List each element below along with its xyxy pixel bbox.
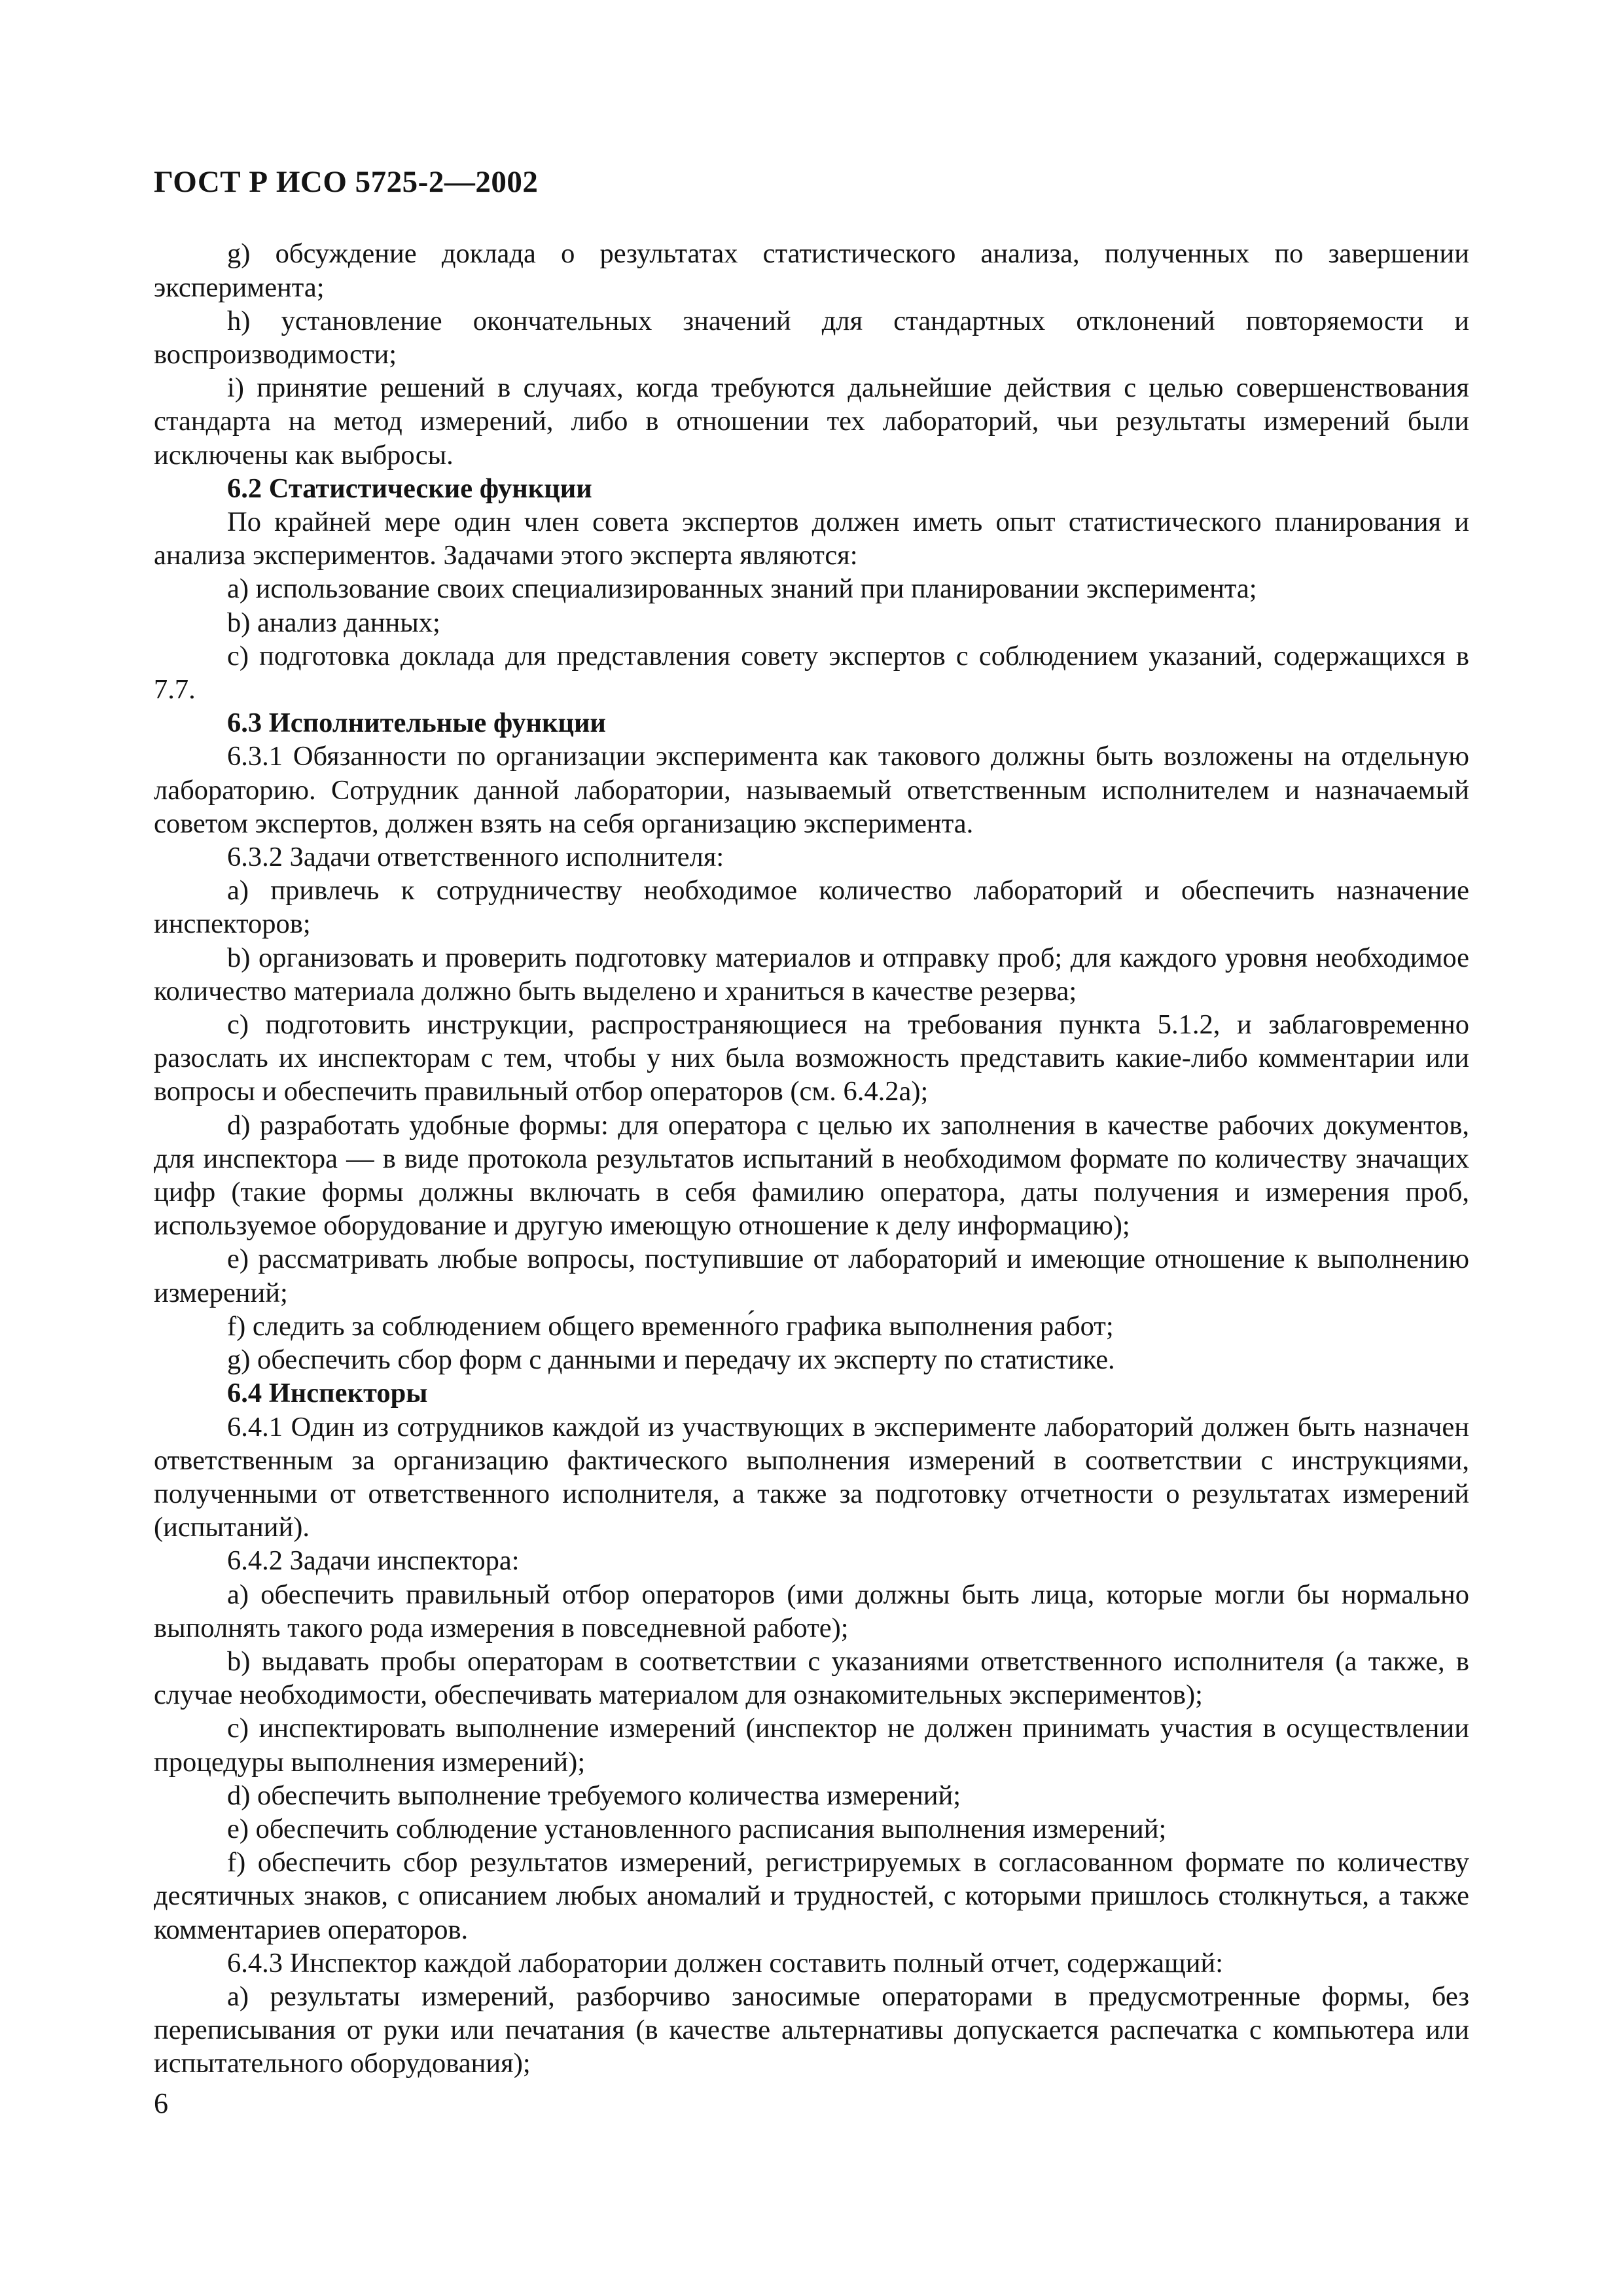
paragraph-6-1-g: g) обсуждение доклада о результатах статистического анализа, полученных по завершении эксперимента;	[154, 238, 1469, 303]
paragraph-6-3-2: 6.3.2 Задачи ответственного исполнителя:	[227, 842, 724, 873]
paragraph-6-3-1: 6.3.1 Обязанности по организации эксперимента как такового должны быть возложены на отдельную лабораторию. Сотрудник данной лаборатории, называемый ответственным исполнителем и назначаемый советом экспертов, должен взять на себя организацию эксперимента.	[154, 741, 1469, 839]
paragraph-6-4-2-b: b) выдавать пробы операторам в соответствии с указаниями ответственного исполнителя (а также, в случае необходимости, обеспечивать материалом для ознакомительных экспериментов);	[154, 1645, 1469, 1711]
paragraph-6-3-2-b: b) организовать и проверить подготовку материалов и отправку проб; для каждого уровня необходимое количество материала должно быть выделено и храниться в качестве резерва;	[154, 942, 1469, 1007]
paragraph-6-4-2-e: e) обеспечить соблюдение установленного расписания выполнения измерений;	[227, 1813, 1167, 1844]
paragraph-6-3-2-c: c) подготовить инструкции, распространяющиеся на требования пункта 5.1.2, и заблаговременно разослать их инспекторам с тем, чтобы у них была возможность представить какие-либо комментарии или вопросы и обеспечить правильный отбор операторов (см. 6.4.2a);	[154, 1009, 1469, 1107]
document-header: ГОСТ Р ИСО 5725-2—2002	[154, 165, 539, 199]
paragraph-6-2-a: a) использование своих специализированных знаний при планировании эксперимента;	[227, 573, 1257, 605]
document-page	[154, 164, 1469, 2081]
paragraph-6-3-2-f: f) следить за соблюдением общего временно́го графика выполнения работ;	[227, 1310, 1114, 1342]
paragraph-6-2-intro: По крайней мере один член совета экспертов должен иметь опыт статистического планирования и анализа экспериментов. Задачами этого эксперта являются:	[154, 507, 1469, 571]
paragraph-6-4-3: 6.4.3 Инспектор каждой лаборатории должен составить полный отчет, содержащий:	[227, 1947, 1224, 1979]
section-heading-6-3: 6.3 Исполнительные функции	[227, 708, 606, 739]
paragraph-6-3-2-g: g) обеспечить сбор форм с данными и передачу их эксперту по статистике.	[227, 1344, 1115, 1376]
paragraph-6-4-2-f: f) обеспечить сбор результатов измерений, регистрируемых в согласованном формате по количеству десятичных знаков, с описанием любых аномалий и трудностей, с которыми пришлось столкнуться, а также комментариев операторов.	[154, 1847, 1469, 1945]
section-heading-6-4: 6.4 Инспекторы	[227, 1378, 428, 1409]
paragraph-6-4-2-d: d) обеспечить выполнение требуемого количества измерений;	[227, 1780, 961, 1811]
paragraph-6-1-i: i) принятие решений в случаях, когда требуются дальнейшие действия с целью совершенствования стандарта на метод измерений, либо в отношении тех лабораторий, чьи результаты измерений были исключены как выбросы.	[154, 372, 1469, 471]
paragraph-6-4-2-a: a) обеспечить правильный отбор операторов (ими должны быть лица, которые могли бы нормально выполнять такого рода измерения в повседневной работе);	[154, 1579, 1469, 1643]
page-number: 6	[154, 2087, 168, 2119]
paragraph-6-4-3-a: a) результаты измерений, разборчиво заносимые операторами в предусмотренные формы, без переписывания от руки или печатания (в качестве альтернативы допускается распечатка с компьютера или испытательного оборудования);	[154, 1981, 1469, 2079]
paragraph-6-2-b: b) анализ данных;	[227, 607, 440, 638]
paragraph-6-2-c: c) подготовка доклада для представления совету экспертов с соблюдением указаний, содержащихся в 7.7.	[154, 640, 1469, 706]
paragraph-6-4-2: 6.4.2 Задачи инспектора:	[227, 1545, 520, 1577]
paragraph-6-1-h: h) установление окончательных значений для стандартных отклонений повторяемости и воспроизводимости;	[154, 305, 1469, 370]
paragraph-6-4-1: 6.4.1 Один из сотрудников каждой из участвующих в эксперименте лабораторий должен быть назначен ответственным за организацию фактического выполнения измерений в соответствии с инструкциями, полученными от ответственного исполнителя, а также за подготовку отчетности о результатах измерений (испытаний).	[154, 1411, 1469, 1543]
paragraph-6-3-2-e: e) рассматривать любые вопросы, поступившие от лабораторий и имеющие отношение к выполнению измерений;	[154, 1244, 1469, 1308]
paragraph-6-3-2-d: d) разработать удобные формы: для оператора с целью их заполнения в качестве рабочих документов, для инспектора — в виде протокола результатов испытаний в необходимом формате по количеству значащих цифр (такие формы должны включать в себя фамилию оператора, даты получения и измерения проб, используемое оборудование и другую имеющую отношение к делу информацию);	[154, 1109, 1469, 1242]
paragraph-6-4-2-c: c) инспектировать выполнение измерений (инспектор не должен принимать участия в осуществлении процедуры выполнения измерений);	[154, 1713, 1469, 1778]
section-heading-6-2: 6.2 Статистические функции	[227, 473, 592, 504]
paragraph-6-3-2-a: a) привлечь к сотрудничеству необходимое количество лабораторий и обеспечить назначение инспекторов;	[154, 875, 1469, 940]
